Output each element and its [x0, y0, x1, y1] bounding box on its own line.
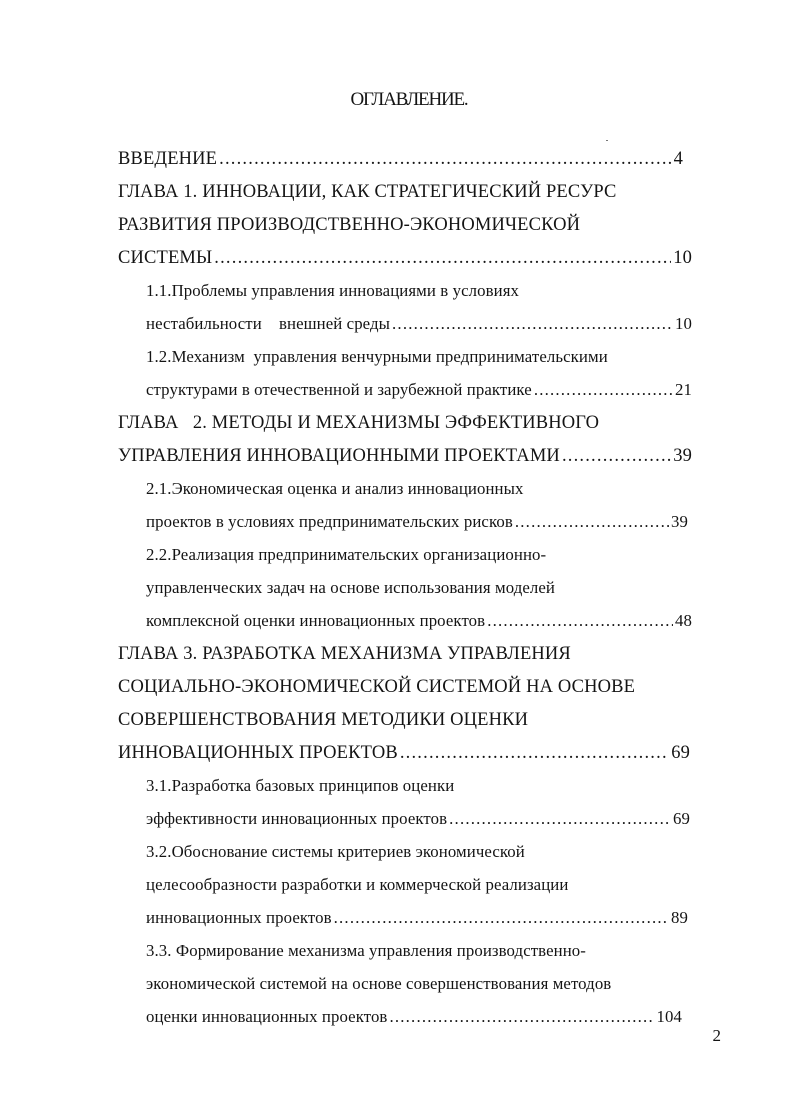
toc-page-number: 69: [673, 809, 690, 828]
toc-section-2-1-line-2[interactable]: [146, 506, 688, 538]
toc-section-3-3-line-1[interactable]: [146, 935, 586, 967]
toc-page-number: 10: [673, 248, 692, 268]
toc-page-number: 89: [671, 908, 688, 927]
toc-leader-dots: [214, 242, 671, 274]
toc-chapter-1-line-1[interactable]: [118, 176, 617, 208]
toc-page-number: 104: [656, 1007, 682, 1026]
toc-leader-dots: [562, 440, 671, 472]
toc-section-3-3-line-3[interactable]: [146, 1001, 682, 1033]
toc-section-3-3-line-2[interactable]: [146, 968, 611, 1000]
toc-section-2-2-line-2[interactable]: [146, 572, 555, 604]
toc-chapter-2-line-2[interactable]: [118, 440, 692, 472]
toc-entry-title: эффективности инновационных проектов: [146, 809, 448, 828]
toc-entry-title: ВВЕДЕНИЕ: [118, 149, 218, 169]
toc-leader-dots: [392, 308, 673, 340]
toc-entry-title: 1.1.Проблемы управления инновациями в условиях: [146, 281, 520, 300]
toc-section-3-2-line-1[interactable]: [146, 836, 525, 868]
toc-chapter-1-line-2[interactable]: [118, 209, 580, 241]
toc-chapter-1-line-3[interactable]: [118, 242, 692, 274]
toc-section-1-1-line-1[interactable]: [146, 275, 519, 307]
toc-leader-dots: [534, 374, 673, 406]
toc-entry-title: СОВЕРШЕНСТВОВАНИЯ МЕТОДИКИ ОЦЕНКИ: [118, 710, 529, 730]
toc-page-number: 10: [675, 314, 692, 333]
toc-section-3-1-line-2[interactable]: [146, 803, 690, 835]
toc-section-2-2-line-1[interactable]: [146, 539, 546, 571]
toc-section-3-2-line-3[interactable]: [146, 902, 688, 934]
toc-entry-title: инновационных проектов: [146, 908, 332, 927]
toc-leader-dots: [219, 143, 671, 175]
toc-chapter-3-line-1[interactable]: [118, 638, 571, 670]
toc-entry-title: проектов в условиях предпринимательских рисков: [146, 512, 513, 531]
toc-chapter-3-line-2[interactable]: [118, 671, 635, 703]
toc-entry-title: нестабильности внешней среды: [146, 314, 391, 333]
toc-entry-title: СИСТЕМЫ: [118, 248, 213, 268]
toc-section-2-2-line-3[interactable]: [146, 605, 692, 637]
toc-chapter-3-line-4[interactable]: [118, 737, 690, 769]
toc-leader-dots: [334, 902, 669, 934]
toc-leader-dots: [389, 1001, 654, 1033]
toc-entry-title: структурами в отечественной и зарубежной практике: [146, 380, 532, 399]
toc-section-1-2-line-1[interactable]: [146, 341, 608, 373]
toc-page-number: 21: [675, 380, 692, 399]
toc-entry-introduction[interactable]: [118, 143, 683, 175]
toc-entry-title: оценки инновационных проектов: [146, 1007, 388, 1026]
toc-section-3-2-line-2[interactable]: [146, 869, 568, 901]
toc-entry-title: ГЛАВА 3. РАЗРАБОТКА МЕХАНИЗМА УПРАВЛЕНИЯ: [118, 644, 571, 664]
toc-entry-title: управленческих задач на основе использования моделей: [146, 578, 556, 597]
toc-page-number: 39: [673, 446, 692, 466]
toc-entry-title: 2.2.Реализация предпринимательских организационно-: [146, 545, 547, 564]
page-title: ОГЛАВЛЕНИЕ.: [350, 89, 468, 110]
toc-chapter-2-line-1[interactable]: [118, 407, 599, 439]
page-number: 2: [712, 1026, 721, 1045]
toc-section-1-1-line-2[interactable]: [146, 308, 692, 340]
toc-page-number: 69: [671, 743, 690, 763]
toc-entry-title: 2.1.Экономическая оценка и анализ инновационных: [146, 479, 524, 498]
toc-leader-dots: [449, 803, 671, 835]
toc-section-2-1-line-1[interactable]: [146, 473, 524, 505]
toc-leader-dots: [400, 737, 669, 769]
toc-page-number: 48: [675, 611, 692, 630]
toc-entry-title: 3.1.Разработка базовых принципов оценки: [146, 776, 455, 795]
toc-entry-title: СОЦИАЛЬНО-ЭКОНОМИЧЕСКОЙ СИСТЕМОЙ НА ОСНОВЕ: [118, 677, 636, 697]
toc-entry-title: целесообразности разработки и коммерческой реализации: [146, 875, 569, 894]
toc-entry-title: 3.2.Обоснование системы критериев экономической: [146, 842, 525, 861]
toc-entry-title: комплексной оценки инновационных проектов: [146, 611, 486, 630]
toc-entry-title: УПРАВЛЕНИЯ ИННОВАЦИОННЫМИ ПРОЕКТАМИ: [118, 446, 560, 466]
toc-entry-title: ГЛАВА 2. МЕТОДЫ И МЕХАНИЗМЫ ЭФФЕКТИВНОГО: [118, 413, 600, 433]
toc-leader-dots: [515, 506, 669, 538]
toc-leader-dots: [487, 605, 673, 637]
toc-section-1-2-line-2[interactable]: [146, 374, 692, 406]
toc-entry-title: РАЗВИТИЯ ПРОИЗВОДСТВЕННО-ЭКОНОМИЧЕСКОЙ: [118, 215, 581, 235]
scan-speck: [606, 140, 608, 141]
toc-entry-title: ГЛАВА 1. ИННОВАЦИИ, КАК СТРАТЕГИЧЕСКИЙ РЕСУРС: [118, 182, 617, 202]
toc-page-number: 4: [673, 149, 683, 169]
toc-entry-title: экономической системой на основе совершенствования методов: [146, 974, 612, 993]
toc-entry-title: ИННОВАЦИОННЫХ ПРОЕКТОВ: [118, 743, 398, 763]
toc-entry-title: 1.2.Механизм управления венчурными предпринимательскими: [146, 347, 608, 366]
toc-page-number: 39: [671, 512, 688, 531]
toc-entry-title: 3.3. Формирование механизма управления производственно-: [146, 941, 586, 960]
toc-section-3-1-line-1[interactable]: [146, 770, 454, 802]
toc-chapter-3-line-3[interactable]: [118, 704, 528, 736]
